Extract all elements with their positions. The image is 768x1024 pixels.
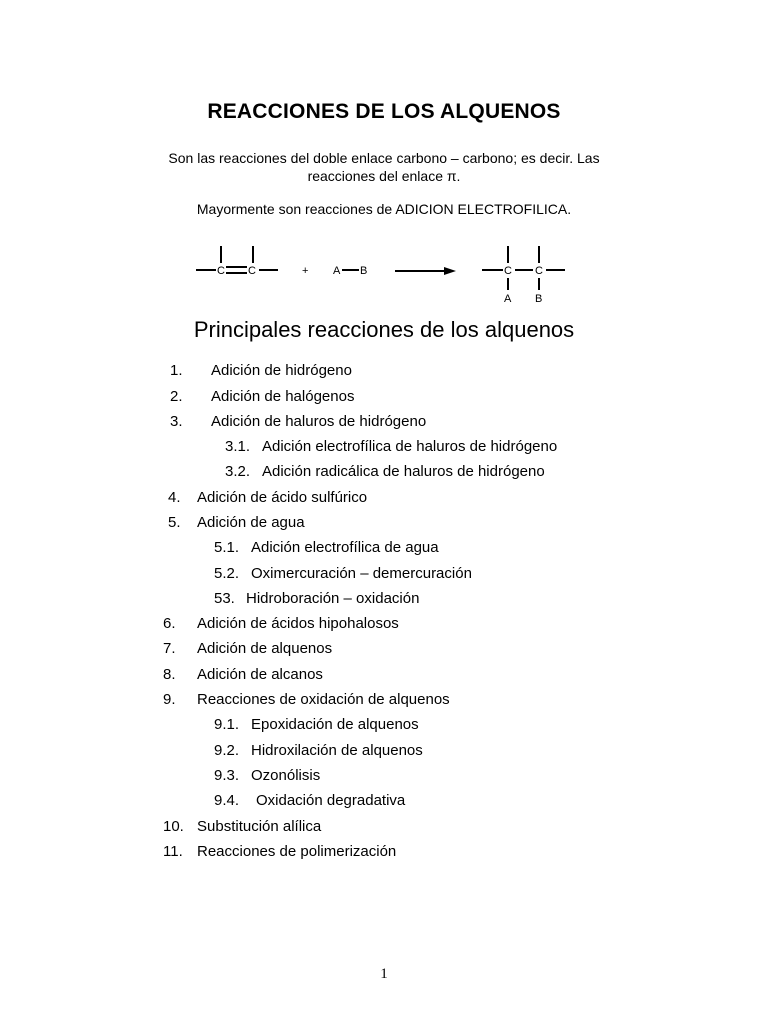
list-item-label: Adición de ácidos hipohalosos	[197, 615, 399, 632]
list-item-label: Ozonólisis	[251, 767, 321, 784]
product-carbon-1: C	[504, 265, 512, 277]
list-item-number: 9.2.	[214, 742, 240, 759]
list-item-number: 6.	[163, 615, 176, 632]
reagent-a: A	[333, 265, 341, 277]
list-item-number: 7.	[163, 640, 176, 657]
list-item-label: Adición de halógenos	[211, 388, 355, 405]
list-item-label: Adición radicálica de haluros de hidrógeno	[262, 463, 545, 480]
product-carbon-2: C	[535, 265, 543, 277]
list-item-number: 1.	[170, 362, 183, 379]
reagent-b: B	[360, 265, 368, 277]
list-item-label: Adición electrofílica de haluros de hidrógeno	[262, 438, 558, 455]
intro-line-2: reacciones del enlace π.	[307, 168, 461, 184]
page-title: REACCIONES DE LOS ALQUENOS	[207, 100, 561, 123]
list-item-number: 9.3.	[214, 767, 240, 784]
product-substituent-a: A	[504, 293, 512, 305]
list-item-number: 5.2.	[214, 565, 240, 582]
list-item-number: 3.	[170, 413, 183, 430]
list-item-label: Adición de ácido sulfúrico	[197, 489, 368, 506]
list-item-label: Oxidación degradativa	[256, 792, 406, 809]
list-item-label: Adición de hidrógeno	[211, 362, 352, 379]
list-item-number: 2.	[170, 388, 183, 405]
reactant-carbon-1: C	[217, 265, 225, 277]
list-item-label: Hidroboración – oxidación	[246, 590, 420, 607]
list-item-number: 9.4.	[214, 792, 240, 809]
list-item-number: 9.	[163, 691, 176, 708]
reactant-carbon-2: C	[248, 265, 256, 277]
list-item-number: 53.	[214, 590, 235, 607]
addition-reaction-scheme	[180, 238, 580, 310]
list-item-label: Hidroxilación de alquenos	[251, 742, 423, 759]
list-item-number: 3.2.	[225, 463, 251, 480]
list-item-number: 5.1.	[214, 539, 240, 556]
list-item-number: 3.1.	[225, 438, 251, 455]
list-item-label: Adición electrofílica de agua	[251, 539, 439, 556]
intro-paragraph	[130, 149, 638, 185]
list-item-label: Epoxidación de alquenos	[251, 716, 419, 733]
list-item-label: Adición de haluros de hidrógeno	[211, 413, 427, 430]
intro-electrophilic-note: Mayormente son reacciones de ADICION ELECTROFILICA.	[196, 201, 572, 217]
list-item-number: 4.	[168, 489, 181, 506]
list-item-number: 10.	[163, 818, 184, 835]
list-item-label: Adición de alcanos	[197, 666, 323, 683]
section-subtitle: Principales reacciones de los alquenos	[193, 317, 575, 342]
list-item-label: Reacciones de oxidación de alquenos	[197, 691, 450, 708]
list-item-label: Substitución alílica	[197, 818, 322, 835]
list-item-label: Oximercuración – demercuración	[251, 565, 472, 582]
list-item-label: Adición de alquenos	[197, 640, 333, 657]
list-item-number: 5.	[168, 514, 181, 531]
list-item-label: Reacciones de polimerización	[197, 843, 397, 860]
list-item-label: Adición de agua	[197, 514, 305, 531]
list-item-number: 11.	[163, 843, 183, 860]
product-substituent-b: B	[535, 293, 543, 305]
intro-line-1: Son las reacciones del doble enlace carbono – carbono; es decir. Las	[168, 150, 600, 166]
list-item-number: 8.	[163, 666, 176, 683]
plus-sign: +	[302, 265, 309, 277]
list-item-number: 9.1.	[214, 716, 240, 733]
reaction-arrow-head	[444, 267, 456, 275]
page-number: 1	[380, 966, 388, 982]
